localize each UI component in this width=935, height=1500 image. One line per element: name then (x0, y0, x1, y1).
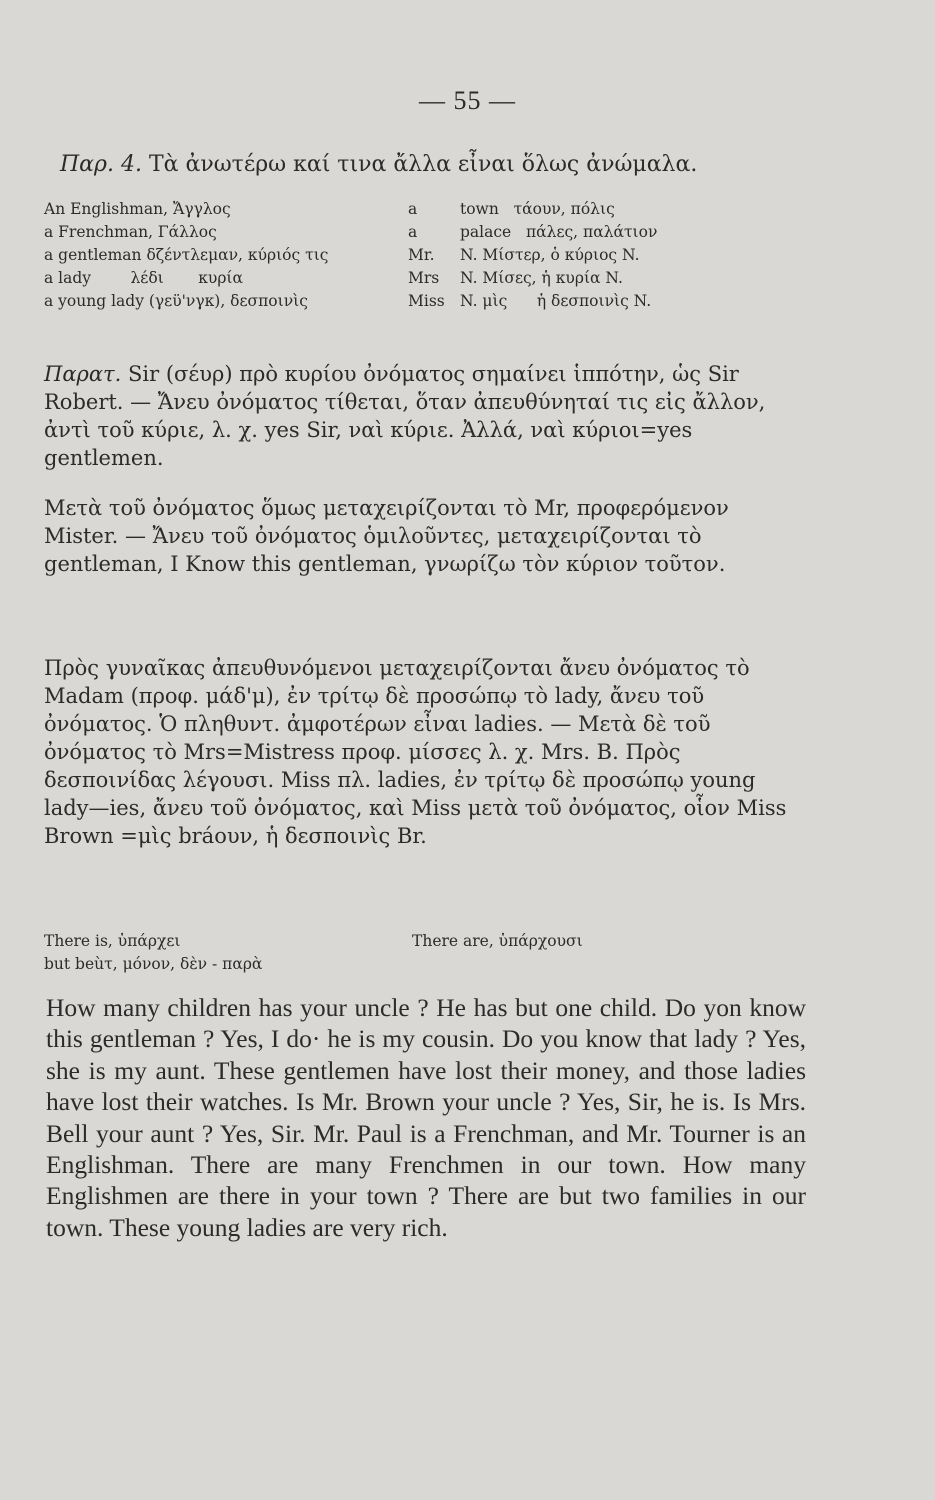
vocab-text: N. Μίσες, ἡ κυρία N. (460, 269, 623, 287)
vocab-item (408, 221, 657, 244)
vocab-item: a gentleman δζέντλεμαν, κύριός τις (44, 246, 329, 264)
vocab-item: a lady λέδι κυρία (44, 269, 243, 287)
vocab-text: palace πάλες, παλάτιον (460, 223, 658, 241)
there-are-vocab: There are, ὑπάρχουσι (412, 932, 583, 950)
vocab-item (408, 290, 657, 313)
vocab-item (408, 244, 657, 267)
note-paragraph-mister: Μετὰ τοῦ ὀνόματος ὅμως μεταχειρίζονται τὸ Mr, προφερόμενον Mister. — Ἄνευ τοῦ ὀνόματος ὁμιλοῦντες, μεταχειρίζονται τὸ gentleman, I Know this gentleman, γνωρίζω τὸν κύριον τοῦτον. (44, 496, 729, 576)
vocab-article: a (408, 223, 418, 241)
vocab-item: An Englishman, Ἄγγλος (44, 200, 231, 218)
vocab-article: Mrs (408, 269, 440, 287)
vocab-list-left (44, 198, 328, 313)
section-heading-text: Τὰ ἀνωτέρω καί τινα ἄλλα εἶναι ὅλως ἀνώμαλα. (148, 152, 698, 177)
vocab-item: a Frenchman, Γάλλος (44, 223, 217, 241)
vocab-text: N. Μίστερ, ὁ κύριος N. (460, 246, 640, 264)
vocab-article: Mr. (408, 246, 435, 264)
vocab-item: There is, ὑπάρχει (44, 932, 181, 950)
note-paragraph-madam: Πρὸς γυναῖκας ἀπευθυνόμενοι μεταχειρίζονται ἄνευ ὀνόματος τὸ Madam (προφ. μάδ'μ), ἐν τρίτῳ δὲ προσώπῳ τὸ lady, ἄνευ τοῦ ὀνόματος. Ὁ πληθυντ. ἀμφοτέρων εἶναι ladies. — Μετὰ δὲ τοῦ ὀνόματος τὸ Mrs=Mistress προφ. μίσσες λ. χ. Mrs. B. Πρὸς δεσποινίδας λέγουσι. Miss πλ. ladies, ἐν τρίτῳ δὲ προσώπῳ young lady—ies, ἄνευ τοῦ ὀνόματος, καὶ Miss μετὰ τοῦ ὀνόματος, οἷον Miss Brown =μὶς bráουν, ἡ δεσποινὶς Br. (44, 656, 787, 848)
note-paragraph-sir (44, 360, 804, 472)
exercise-text: How many children has your uncle ? He has but one child. Do yon know this gentleman ? Yes, I do· he is my cousin. Do you know that lady ? Yes, she is my aunt. These gentlemen have lost their money, and those ladies have lost their watches. Is Mr. Brown your uncle ? Yes, Sir, he is. Is Mrs. Bell your aunt ? Yes, Sir. Mr. Paul is a Frenchman, and Mr. Tourner is an Englishman. There are many Frenchmen in our town. How many Englishmen are there in your town ? There are but two families in our town. These young ladies are very rich. (46, 993, 806, 1242)
vocab-article: a (408, 200, 418, 218)
note-label: Παρατ. (44, 362, 122, 386)
vocab-item: a young lady (γεϋ'νγκ), δεσποινὶς (44, 292, 308, 310)
vocab-list-right (408, 198, 657, 313)
vocab-text: N. μὶς ἡ δεσποινὶς N. (460, 292, 652, 310)
section-heading (60, 152, 880, 177)
vocab-item: but beùτ, μόνον, δὲν - παρὰ (44, 955, 263, 973)
vocab-item (408, 198, 657, 221)
note-text: Sir (σέυρ) πρὸ κυρίου ὀνόματος σημαίνει ἱππότην, ὡς Sir Robert. — Ἄνευ ὀνόματος τίθεται, ὅταν ἀπευθύνηταί τις εἰς ἄλλον, ἀντὶ τοῦ κύριε, λ. χ. yes Sir, ναὶ κύριε. Ἀλλά, ναὶ κύριοι=yes gentlemen. (44, 362, 766, 470)
vocab-item (408, 267, 657, 290)
page-number: — 55 — (419, 86, 516, 115)
vocab-article: Miss (408, 292, 445, 310)
there-is-vocab (44, 930, 262, 976)
section-label: Παρ. 4. (60, 152, 142, 177)
vocab-text: town τάουν, πόλις (460, 200, 615, 218)
